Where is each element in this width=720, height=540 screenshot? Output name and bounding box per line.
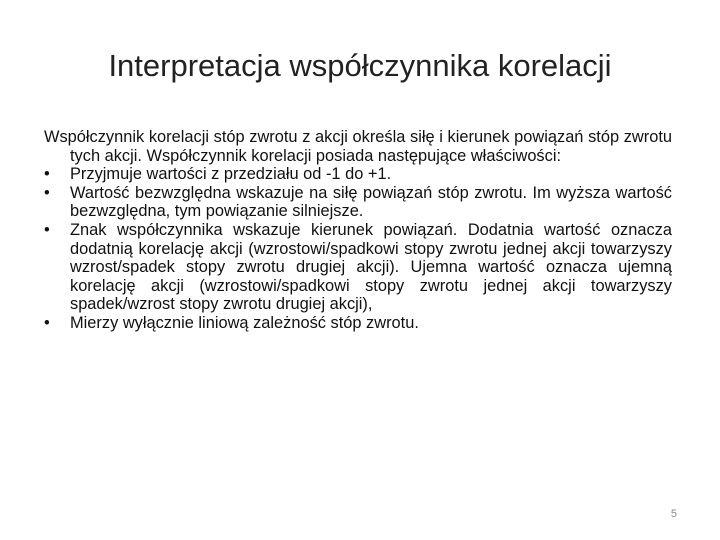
bullet-icon: • bbox=[44, 165, 50, 184]
list-item-text: Przyjmuje wartości z przedziału od -1 do +1. bbox=[70, 165, 392, 184]
bullet-icon: • bbox=[44, 313, 50, 332]
page-number: 5 bbox=[670, 508, 677, 520]
list-item bbox=[44, 184, 672, 221]
list-item bbox=[44, 165, 672, 184]
list-item-text: Mierzy wyłącznie liniową zależność stóp zwrotu. bbox=[70, 313, 419, 332]
slide-body bbox=[44, 128, 672, 333]
bullet-icon: • bbox=[44, 220, 50, 239]
intro-paragraph: Współczynnik korelacji stóp zwrotu z akcji określa siłę i kierunek powiązań stóp zwrotu tych akcji. Współczynnik korelacji posiada następujące właściwości: bbox=[44, 128, 672, 165]
list-item bbox=[44, 314, 672, 333]
list-item-text: Wartość bezwzględna wskazuje na siłę powiązań stóp zwrotu. Im wyższa wartość bezwzględna, tym powiązanie silniejsze. bbox=[70, 183, 672, 221]
properties-list bbox=[44, 165, 672, 332]
slide-title: Interpretacja współczynnika korelacji bbox=[108, 48, 612, 83]
list-item-text: Znak współczynnika wskazuje kierunek powiązań. Dodatnia wartość oznacza dodatnią korelację akcji (wzrostowi/spadkowi stopy zwrotu jednej akcji towarzyszy wzrost/spadek stopy zwrotu drugiej akcji). Ujemna wartość oznacza ujemną korelację akcji (wzrostowi/spadkowi stopy zwrotu jednej akcji towarzyszy spadek/wzrost stopy zwrotu drugiej akcji), bbox=[70, 220, 672, 314]
list-item bbox=[44, 221, 672, 314]
bullet-icon: • bbox=[44, 183, 50, 202]
